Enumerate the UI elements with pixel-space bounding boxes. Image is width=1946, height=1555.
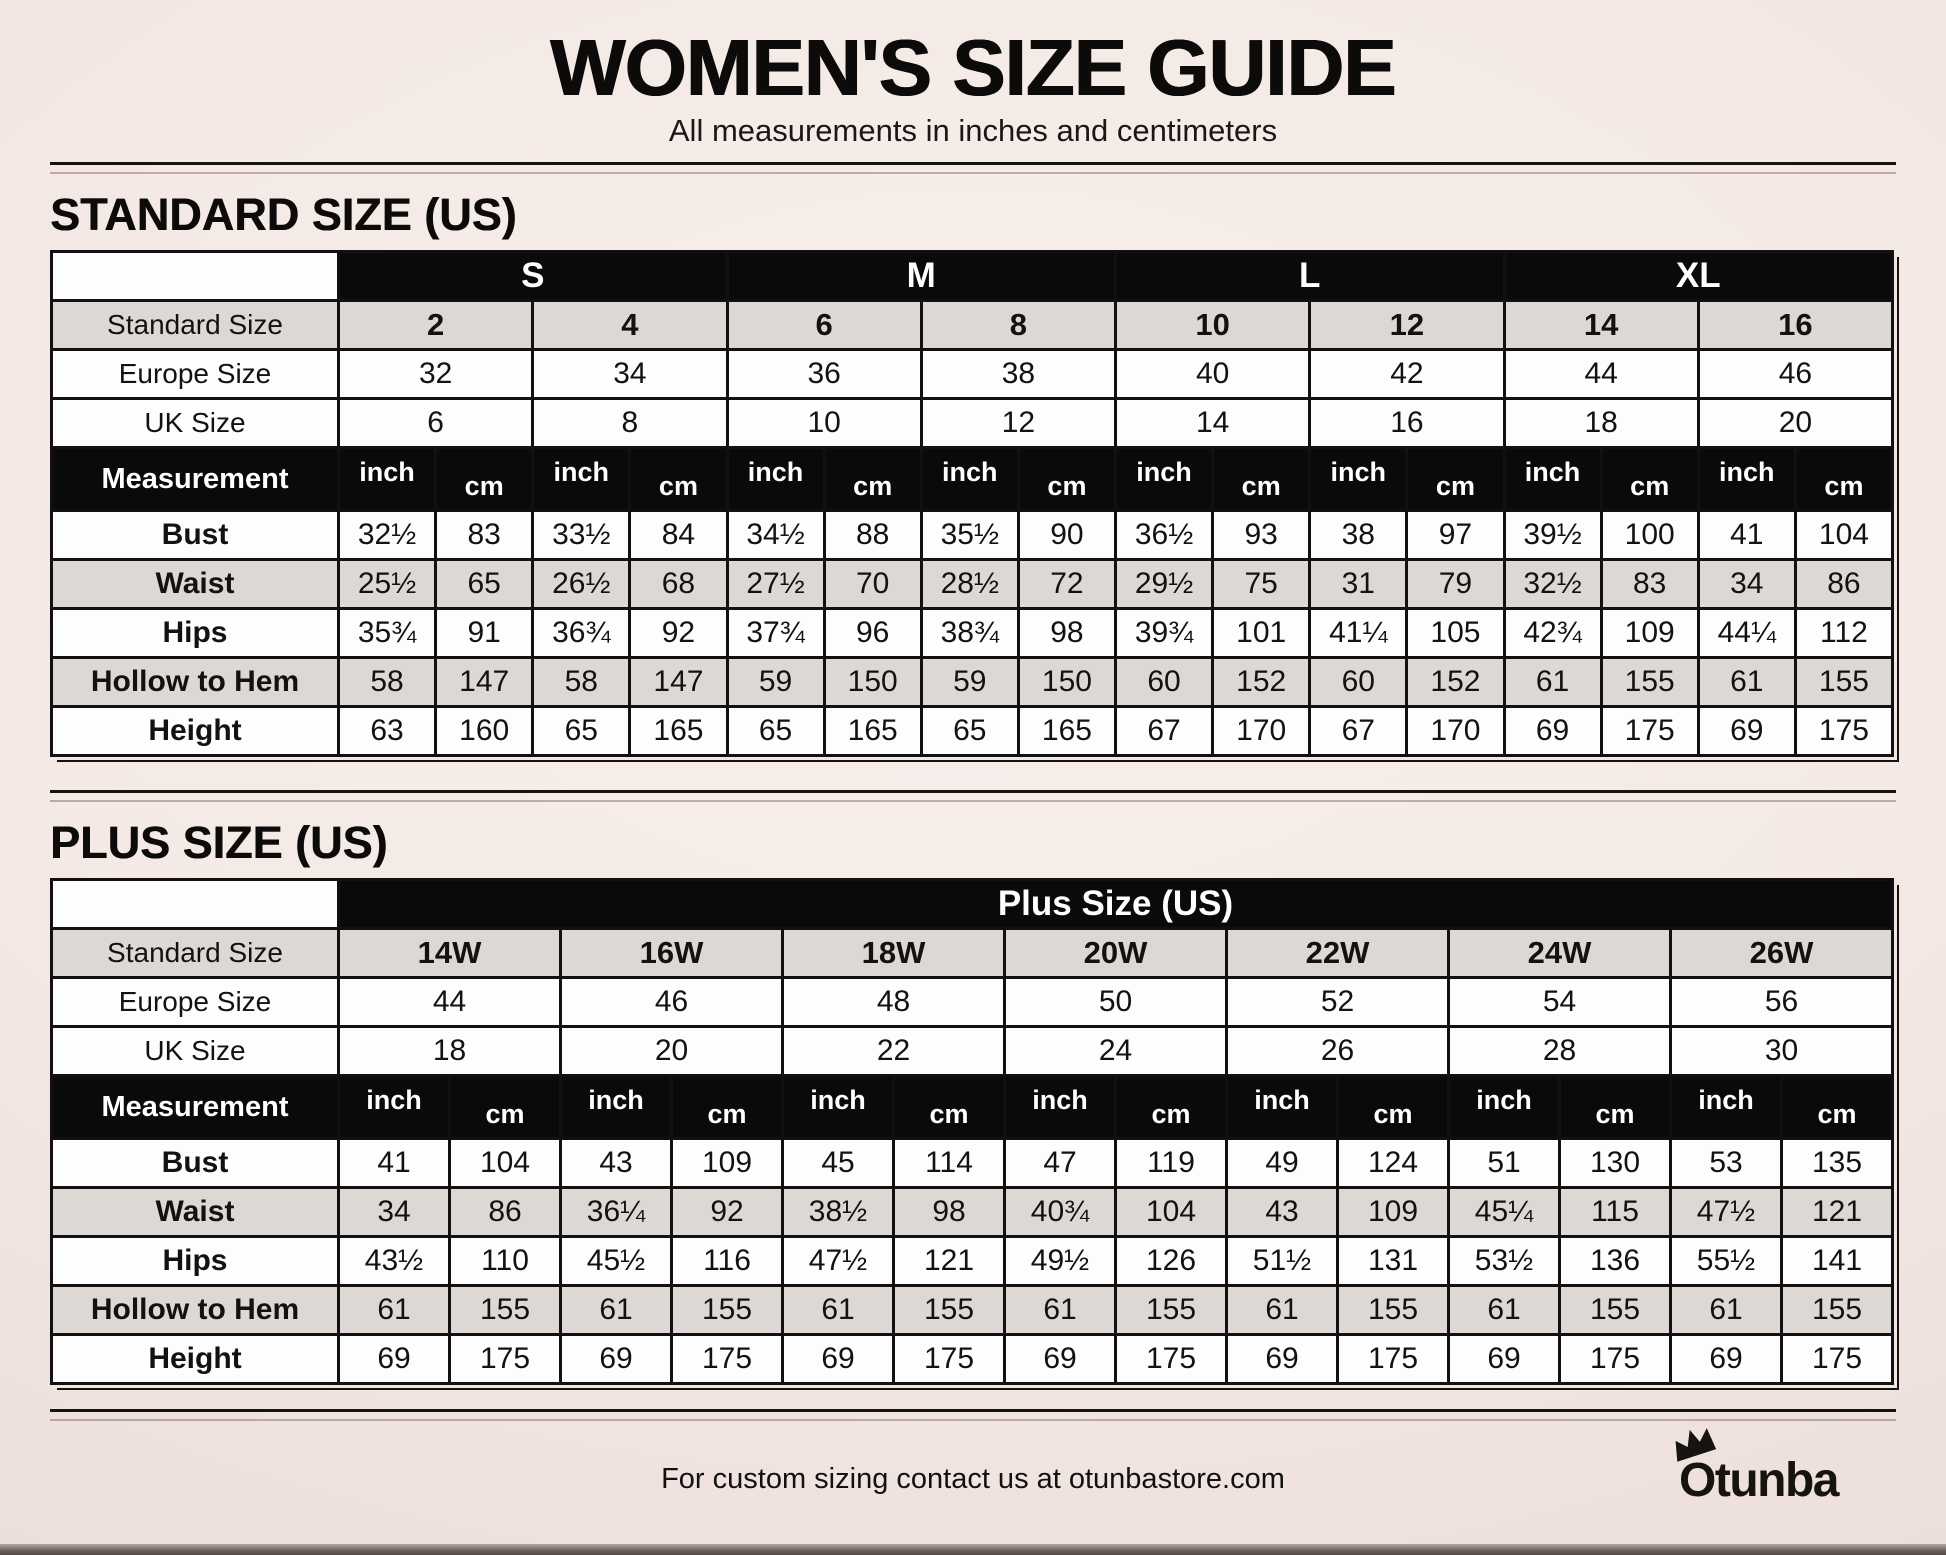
size-value-cell: 16W [561,929,783,978]
measurement-value-cell: 61 [1227,1286,1338,1335]
measurement-value-cell: 65 [533,707,630,756]
measurement-value-cell: 86 [450,1188,561,1237]
measurement-value-cell: 60 [1310,658,1407,707]
measurement-value-cell: 69 [339,1335,450,1384]
measurement-value-cell: 65 [727,707,824,756]
size-value-cell: 18 [1504,399,1698,448]
measurement-row-label: Hollow to Hem [52,1286,339,1335]
unit-cm-label: cm [1795,448,1892,511]
size-value-cell: 20 [1698,399,1892,448]
measurement-value-cell: 43 [561,1139,672,1188]
measurement-row-label: Height [52,1335,339,1384]
size-value-cell: 16 [1310,399,1504,448]
measurement-value-cell: 61 [1698,658,1795,707]
measurement-value-cell: 130 [1560,1139,1671,1188]
brand-name: Otunba [1679,1454,1838,1508]
size-value-cell: 22 [783,1027,1005,1076]
unit-inch-label: inch [1504,448,1601,511]
size-value-cell: 22W [1227,929,1449,978]
measurement-value-cell: 92 [672,1188,783,1237]
measurement-value-cell: 98 [1018,609,1115,658]
measurement-value-cell: 109 [1601,609,1698,658]
measurement-value-cell: 53 [1671,1139,1782,1188]
measurement-value-cell: 65 [921,707,1018,756]
measurement-value-cell: 175 [450,1335,561,1384]
row-label: Standard Size [52,929,339,978]
page-subtitle: All measurements in inches and centimeters [668,113,1278,149]
measurement-value-cell: 124 [1338,1139,1449,1188]
measurement-value-cell: 147 [630,658,727,707]
unit-inch-label: inch [783,1076,894,1139]
measurement-value-cell: 34½ [727,511,824,560]
size-group-label: S [339,252,728,301]
size-value-cell: 14 [1504,301,1698,350]
measurement-value-cell: 29½ [1116,560,1213,609]
size-group-label: L [1116,252,1505,301]
unit-inch-label: inch [339,448,436,511]
size-value-cell: 32 [339,350,533,399]
size-value-cell: 52 [1227,978,1449,1027]
measurement-value-cell: 47 [1005,1139,1116,1188]
measurement-value-cell: 68 [630,560,727,609]
unit-inch-label: inch [1227,1076,1338,1139]
measurement-value-cell: 155 [450,1286,561,1335]
measurement-value-cell: 55½ [1671,1237,1782,1286]
measurement-value-cell: 58 [533,658,630,707]
measurement-value-cell: 175 [1601,707,1698,756]
measurement-value-cell: 41¼ [1310,609,1407,658]
measurement-value-cell: 136 [1560,1237,1671,1286]
unit-cm-label: cm [672,1076,783,1139]
standard-section-heading: STANDARD SIZE (US) [50,189,517,241]
measurement-value-cell: 109 [672,1139,783,1188]
unit-inch-label: inch [727,448,824,511]
measurement-value-cell: 84 [630,511,727,560]
measurement-value-cell: 100 [1601,511,1698,560]
measurement-value-cell: 175 [1795,707,1892,756]
measurement-value-cell: 53½ [1449,1237,1560,1286]
size-value-cell: 24 [1005,1027,1227,1076]
measurement-value-cell: 116 [672,1237,783,1286]
measurement-value-cell: 25½ [339,560,436,609]
unit-cm-label: cm [1601,448,1698,511]
size-value-cell: 30 [1671,1027,1893,1076]
measurement-row-label: Bust [52,1139,339,1188]
size-value-cell: 46 [1698,350,1892,399]
measurement-value-cell: 165 [824,707,921,756]
unit-cm-label: cm [630,448,727,511]
measurement-value-cell: 35¾ [339,609,436,658]
unit-cm-label: cm [1116,1076,1227,1139]
measurement-value-cell: 70 [824,560,921,609]
footer-contact-note: For custom sizing contact us at otunbastore.com [661,1463,1285,1496]
measurement-value-cell: 69 [1227,1335,1338,1384]
measurement-value-cell: 155 [894,1286,1005,1335]
measurement-value-cell: 61 [783,1286,894,1335]
measurement-value-cell: 175 [894,1335,1005,1384]
unit-cm-label: cm [1407,448,1504,511]
measurement-value-cell: 101 [1213,609,1310,658]
size-group-label: M [727,252,1116,301]
measurement-value-cell: 121 [1782,1188,1893,1237]
measurement-value-cell: 150 [824,658,921,707]
measurement-value-cell: 27½ [727,560,824,609]
measurement-value-cell: 98 [894,1188,1005,1237]
measurement-value-cell: 165 [630,707,727,756]
measurement-value-cell: 61 [1504,658,1601,707]
measurement-value-cell: 67 [1116,707,1213,756]
row-label: UK Size [52,1027,339,1076]
row-label: Europe Size [52,978,339,1027]
measurement-value-cell: 44¼ [1698,609,1795,658]
plus-section-heading: PLUS SIZE (US) [50,817,388,869]
size-value-cell: 44 [1504,350,1698,399]
measurement-value-cell: 69 [1504,707,1601,756]
measurement-row-label: Hips [52,609,339,658]
footer [50,1433,1896,1543]
measurement-header-label: Measurement [52,1076,339,1139]
measurement-value-cell: 83 [1601,560,1698,609]
measurement-value-cell: 114 [894,1139,1005,1188]
unit-cm-label: cm [1213,448,1310,511]
measurement-value-cell: 45 [783,1139,894,1188]
measurement-value-cell: 40¾ [1005,1188,1116,1237]
measurement-value-cell: 86 [1795,560,1892,609]
measurement-row-label: Waist [52,1188,339,1237]
size-value-cell: 20 [561,1027,783,1076]
measurement-value-cell: 36¾ [533,609,630,658]
measurement-value-cell: 83 [436,511,533,560]
size-group-label: Plus Size (US) [339,880,1893,929]
unit-inch-label: inch [1005,1076,1116,1139]
measurement-value-cell: 43 [1227,1188,1338,1237]
unit-cm-label: cm [894,1076,1005,1139]
measurement-value-cell: 49 [1227,1139,1338,1188]
measurement-value-cell: 152 [1213,658,1310,707]
measurement-value-cell: 135 [1782,1139,1893,1188]
measurement-value-cell: 69 [561,1335,672,1384]
unit-cm-label: cm [450,1076,561,1139]
size-value-cell: 8 [921,301,1115,350]
plus-size-table [50,878,1894,1385]
size-value-cell: 6 [339,399,533,448]
measurement-value-cell: 155 [672,1286,783,1335]
measurement-value-cell: 67 [1310,707,1407,756]
size-value-cell: 4 [533,301,727,350]
measurement-value-cell: 175 [672,1335,783,1384]
size-value-cell: 26 [1227,1027,1449,1076]
size-value-cell: 14 [1116,399,1310,448]
measurement-value-cell: 72 [1018,560,1115,609]
measurement-value-cell: 96 [824,609,921,658]
measurement-value-cell: 59 [727,658,824,707]
measurement-value-cell: 35½ [921,511,1018,560]
measurement-value-cell: 34 [1698,560,1795,609]
measurement-value-cell: 65 [436,560,533,609]
measurement-value-cell: 88 [824,511,921,560]
measurement-value-cell: 119 [1116,1139,1227,1188]
measurement-value-cell: 61 [339,1286,450,1335]
measurement-value-cell: 38 [1310,511,1407,560]
size-value-cell: 50 [1005,978,1227,1027]
measurement-value-cell: 43½ [339,1237,450,1286]
measurement-value-cell: 175 [1782,1335,1893,1384]
measurement-value-cell: 155 [1601,658,1698,707]
measurement-value-cell: 59 [921,658,1018,707]
bottom-edge-strip [0,1544,1946,1555]
measurement-value-cell: 150 [1018,658,1115,707]
measurement-row-label: Height [52,707,339,756]
measurement-value-cell: 170 [1213,707,1310,756]
unit-inch-label: inch [1449,1076,1560,1139]
unit-inch-label: inch [1698,448,1795,511]
unit-cm-label: cm [1018,448,1115,511]
size-value-cell: 24W [1449,929,1671,978]
measurement-value-cell: 93 [1213,511,1310,560]
measurement-value-cell: 69 [1698,707,1795,756]
measurement-value-cell: 41 [1698,511,1795,560]
measurement-value-cell: 152 [1407,658,1504,707]
measurement-value-cell: 175 [1116,1335,1227,1384]
measurement-value-cell: 69 [1671,1335,1782,1384]
measurement-value-cell: 34 [339,1188,450,1237]
measurement-value-cell: 69 [1449,1335,1560,1384]
measurement-row-label: Hollow to Hem [52,658,339,707]
measurement-header-label: Measurement [52,448,339,511]
row-label: UK Size [52,399,339,448]
size-value-cell: 26W [1671,929,1893,978]
measurement-value-cell: 58 [339,658,436,707]
measurement-value-cell: 61 [1005,1286,1116,1335]
size-value-cell: 6 [727,301,921,350]
measurement-value-cell: 175 [1560,1335,1671,1384]
size-value-cell: 10 [1116,301,1310,350]
size-value-cell: 34 [533,350,727,399]
measurement-value-cell: 131 [1338,1237,1449,1286]
measurement-value-cell: 32½ [339,511,436,560]
corner-cell [52,252,339,301]
unit-inch-label: inch [339,1076,450,1139]
measurement-value-cell: 75 [1213,560,1310,609]
size-value-cell: 42 [1310,350,1504,399]
measurement-value-cell: 147 [436,658,533,707]
measurement-value-cell: 31 [1310,560,1407,609]
unit-cm-label: cm [1338,1076,1449,1139]
measurement-value-cell: 32½ [1504,560,1601,609]
header-divider [50,162,1896,174]
size-value-cell: 12 [921,399,1115,448]
measurement-value-cell: 47½ [783,1237,894,1286]
measurement-value-cell: 175 [1338,1335,1449,1384]
measurement-value-cell: 60 [1116,658,1213,707]
unit-cm-label: cm [824,448,921,511]
measurement-value-cell: 155 [1795,658,1892,707]
measurement-value-cell: 112 [1795,609,1892,658]
footer-divider [50,1409,1896,1421]
measurement-value-cell: 37¾ [727,609,824,658]
measurement-value-cell: 61 [561,1286,672,1335]
size-value-cell: 56 [1671,978,1893,1027]
size-value-cell: 44 [339,978,561,1027]
measurement-value-cell: 51 [1449,1139,1560,1188]
measurement-value-cell: 39½ [1504,511,1601,560]
size-value-cell: 2 [339,301,533,350]
measurement-value-cell: 97 [1407,511,1504,560]
measurement-row-label: Hips [52,1237,339,1286]
measurement-value-cell: 38¾ [921,609,1018,658]
measurement-value-cell: 42¾ [1504,609,1601,658]
size-value-cell: 46 [561,978,783,1027]
corner-cell [52,880,339,929]
measurement-value-cell: 51½ [1227,1237,1338,1286]
measurement-value-cell: 79 [1407,560,1504,609]
size-value-cell: 38 [921,350,1115,399]
measurement-value-cell: 36¼ [561,1188,672,1237]
unit-cm-label: cm [436,448,533,511]
size-value-cell: 12 [1310,301,1504,350]
measurement-value-cell: 155 [1338,1286,1449,1335]
measurement-value-cell: 61 [1671,1286,1782,1335]
measurement-value-cell: 47½ [1671,1188,1782,1237]
measurement-value-cell: 90 [1018,511,1115,560]
mid-divider [50,790,1896,802]
size-value-cell: 14W [339,929,561,978]
measurement-value-cell: 45½ [561,1237,672,1286]
size-value-cell: 36 [727,350,921,399]
measurement-value-cell: 28½ [921,560,1018,609]
measurement-value-cell: 45¼ [1449,1188,1560,1237]
measurement-value-cell: 26½ [533,560,630,609]
measurement-value-cell: 49½ [1005,1237,1116,1286]
row-label: Europe Size [52,350,339,399]
measurement-value-cell: 155 [1782,1286,1893,1335]
measurement-value-cell: 141 [1782,1237,1893,1286]
unit-inch-label: inch [921,448,1018,511]
page-title: WOMEN'S SIZE GUIDE [550,23,1396,112]
measurement-value-cell: 104 [450,1139,561,1188]
measurement-value-cell: 39¾ [1116,609,1213,658]
measurement-value-cell: 38½ [783,1188,894,1237]
measurement-value-cell: 115 [1560,1188,1671,1237]
measurement-value-cell: 121 [894,1237,1005,1286]
measurement-value-cell: 155 [1560,1286,1671,1335]
measurement-value-cell: 69 [783,1335,894,1384]
measurement-value-cell: 104 [1795,511,1892,560]
unit-cm-label: cm [1782,1076,1893,1139]
size-value-cell: 10 [727,399,921,448]
measurement-value-cell: 155 [1116,1286,1227,1335]
measurement-value-cell: 105 [1407,609,1504,658]
measurement-value-cell: 160 [436,707,533,756]
size-value-cell: 48 [783,978,1005,1027]
brand-logo [1679,1453,1838,1508]
size-value-cell: 18 [339,1027,561,1076]
measurement-value-cell: 33½ [533,511,630,560]
unit-inch-label: inch [561,1076,672,1139]
measurement-value-cell: 170 [1407,707,1504,756]
size-value-cell: 8 [533,399,727,448]
size-value-cell: 20W [1005,929,1227,978]
unit-inch-label: inch [1310,448,1407,511]
size-value-cell: 40 [1116,350,1310,399]
measurement-value-cell: 36½ [1116,511,1213,560]
measurement-value-cell: 104 [1116,1188,1227,1237]
unit-inch-label: inch [533,448,630,511]
measurement-value-cell: 110 [450,1237,561,1286]
measurement-value-cell: 165 [1018,707,1115,756]
size-value-cell: 54 [1449,978,1671,1027]
unit-cm-label: cm [1560,1076,1671,1139]
measurement-value-cell: 69 [1005,1335,1116,1384]
measurement-value-cell: 92 [630,609,727,658]
standard-size-table [50,250,1894,757]
measurement-value-cell: 61 [1449,1286,1560,1335]
measurement-value-cell: 91 [436,609,533,658]
size-value-cell: 16 [1698,301,1892,350]
measurement-row-label: Bust [52,511,339,560]
size-group-label: XL [1504,252,1893,301]
measurement-row-label: Waist [52,560,339,609]
unit-inch-label: inch [1671,1076,1782,1139]
measurement-value-cell: 109 [1338,1188,1449,1237]
size-value-cell: 18W [783,929,1005,978]
size-value-cell: 28 [1449,1027,1671,1076]
measurement-value-cell: 126 [1116,1237,1227,1286]
unit-inch-label: inch [1116,448,1213,511]
measurement-value-cell: 63 [339,707,436,756]
row-label: Standard Size [52,301,339,350]
measurement-value-cell: 41 [339,1139,450,1188]
